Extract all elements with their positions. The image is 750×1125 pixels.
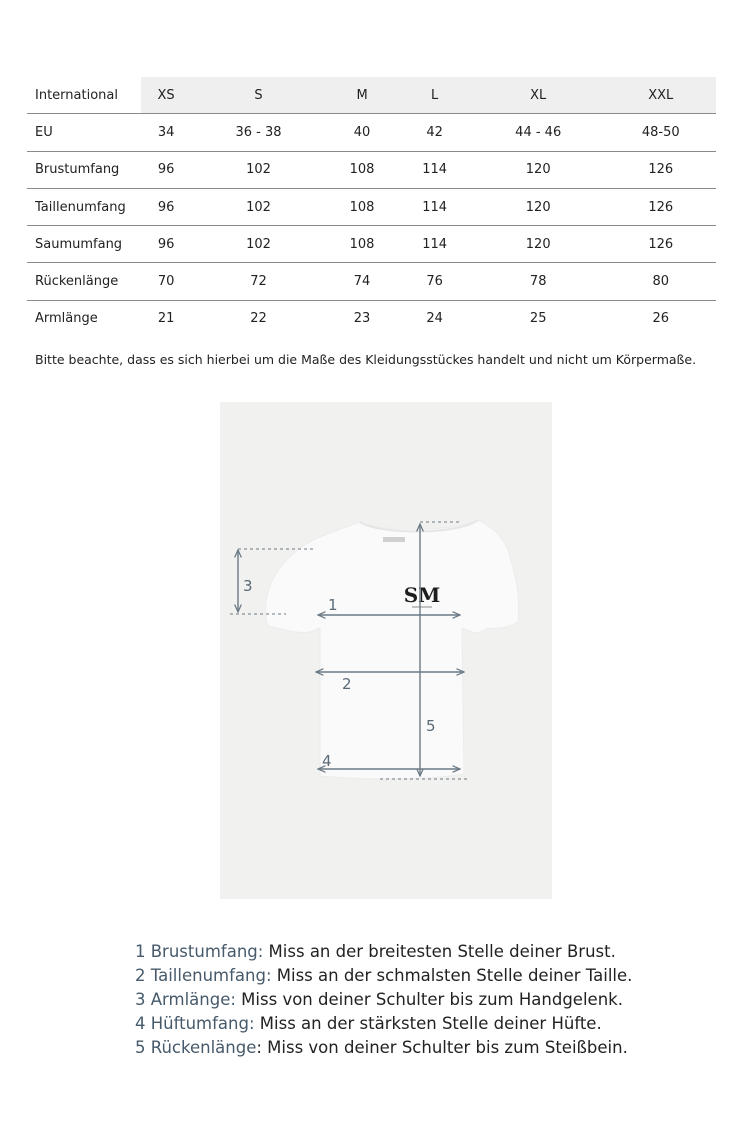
table-cell: 48-50 xyxy=(606,114,717,151)
legend-text: Miss von deiner Schulter bis zum Handgelenk. xyxy=(235,990,623,1009)
table-cell: 114 xyxy=(398,188,471,225)
table-cell: 120 xyxy=(471,188,606,225)
table-cell: 126 xyxy=(606,188,717,225)
legend-item-waist xyxy=(135,964,632,988)
table-row xyxy=(27,151,716,188)
table-cell: 120 xyxy=(471,151,606,188)
table-cell: 114 xyxy=(398,151,471,188)
table-cell: 96 xyxy=(141,226,191,263)
row-label: Saumumfang xyxy=(27,226,141,263)
table-cell: 24 xyxy=(426,311,443,327)
measurement-legend xyxy=(135,940,632,1060)
row-label: EU xyxy=(27,114,141,151)
table-cell: 126 xyxy=(606,151,717,188)
table-cell: 108 xyxy=(326,151,399,188)
table-header-row xyxy=(27,77,716,114)
marker-5: 5 xyxy=(426,717,436,735)
table-cell: 114 xyxy=(398,226,471,263)
table-cell: 76 xyxy=(398,263,471,300)
size-chart-table xyxy=(27,77,716,337)
legend-item-back-length xyxy=(135,1036,632,1060)
table-cell: 72 xyxy=(191,263,326,300)
table-cell: 102 xyxy=(191,188,326,225)
legend-key: 5 Rückenlänge xyxy=(135,1038,257,1057)
table-cell: 44 - 46 xyxy=(471,114,606,151)
table-cell: 126 xyxy=(606,226,717,263)
measurement-note: Bitte beachte, dass es sich hierbei um die Maße des Kleidungsstückes handelt und nicht um Körpermaße. xyxy=(35,352,697,367)
table-cell: 108 xyxy=(326,226,399,263)
table-cell: 23 xyxy=(353,311,371,327)
marker-1: 1 xyxy=(328,596,338,614)
table-row xyxy=(27,300,716,337)
tshirt-shape xyxy=(265,520,518,779)
table-cell: 102 xyxy=(191,151,326,188)
size-header-l: L xyxy=(398,77,471,114)
table-cell: 21 xyxy=(157,311,175,327)
table-cell: 102 xyxy=(191,226,326,263)
table-cell: 120 xyxy=(471,226,606,263)
logo-mark: SM xyxy=(403,583,441,607)
table-cell: 96 xyxy=(141,188,191,225)
marker-3: 3 xyxy=(243,577,253,595)
tshirt-measurement-illustration xyxy=(220,402,552,899)
size-header-xl: XL xyxy=(471,77,606,114)
table-row xyxy=(27,263,716,300)
table-cell: 25 xyxy=(529,311,547,327)
row-label: Rückenlänge xyxy=(27,263,141,300)
row-label: Armlänge xyxy=(35,311,98,327)
legend-text: Miss an der stärksten Stelle deiner Hüfte. xyxy=(254,1014,602,1033)
table-cell: 26 xyxy=(652,311,670,327)
table-cell: 42 xyxy=(398,114,471,151)
table-cell: 108 xyxy=(326,188,399,225)
size-header-s: S xyxy=(191,77,326,114)
legend-item-hip xyxy=(135,1012,632,1036)
table-cell: 70 xyxy=(141,263,191,300)
size-header-xs: XS xyxy=(141,77,191,114)
table-cell: 40 xyxy=(326,114,399,151)
size-header-m: M xyxy=(326,77,399,114)
table-cell: 80 xyxy=(606,263,717,300)
row-label: Brustumfang xyxy=(27,151,141,188)
legend-key: 4 Hüftumfang: xyxy=(135,1014,255,1033)
tshirt-diagram xyxy=(220,402,552,899)
header-label: International xyxy=(27,77,141,114)
marker-2: 2 xyxy=(342,675,352,693)
size-header-xxl: XXL xyxy=(606,77,717,114)
table-row xyxy=(27,226,716,263)
table-cell: 22 xyxy=(250,311,267,327)
legend-key: 2 Taillenumfang: xyxy=(135,966,272,985)
legend-text: Miss an der schmalsten Stelle deiner Taille. xyxy=(271,966,633,985)
table-cell: 96 xyxy=(141,151,191,188)
table-cell: 78 xyxy=(471,263,606,300)
legend-key: 1 Brustumfang: xyxy=(135,942,264,961)
legend-key: 3 Armlänge: xyxy=(135,990,236,1009)
table-cell: 34 xyxy=(141,114,191,151)
legend-text: Miss an der breitesten Stelle deiner Brust. xyxy=(263,942,616,961)
table-cell: 74 xyxy=(326,263,399,300)
table-row xyxy=(27,188,716,225)
legend-item-sleeve xyxy=(135,988,632,1012)
legend-text: : Miss von deiner Schulter bis zum Steißbein. xyxy=(256,1038,628,1057)
legend-item-chest xyxy=(135,940,632,964)
table-cell: 36 - 38 xyxy=(191,114,326,151)
marker-4: 4 xyxy=(322,752,332,770)
row-label: Taillenumfang xyxy=(27,188,141,225)
neck-label xyxy=(383,537,405,542)
table-row xyxy=(27,114,716,151)
